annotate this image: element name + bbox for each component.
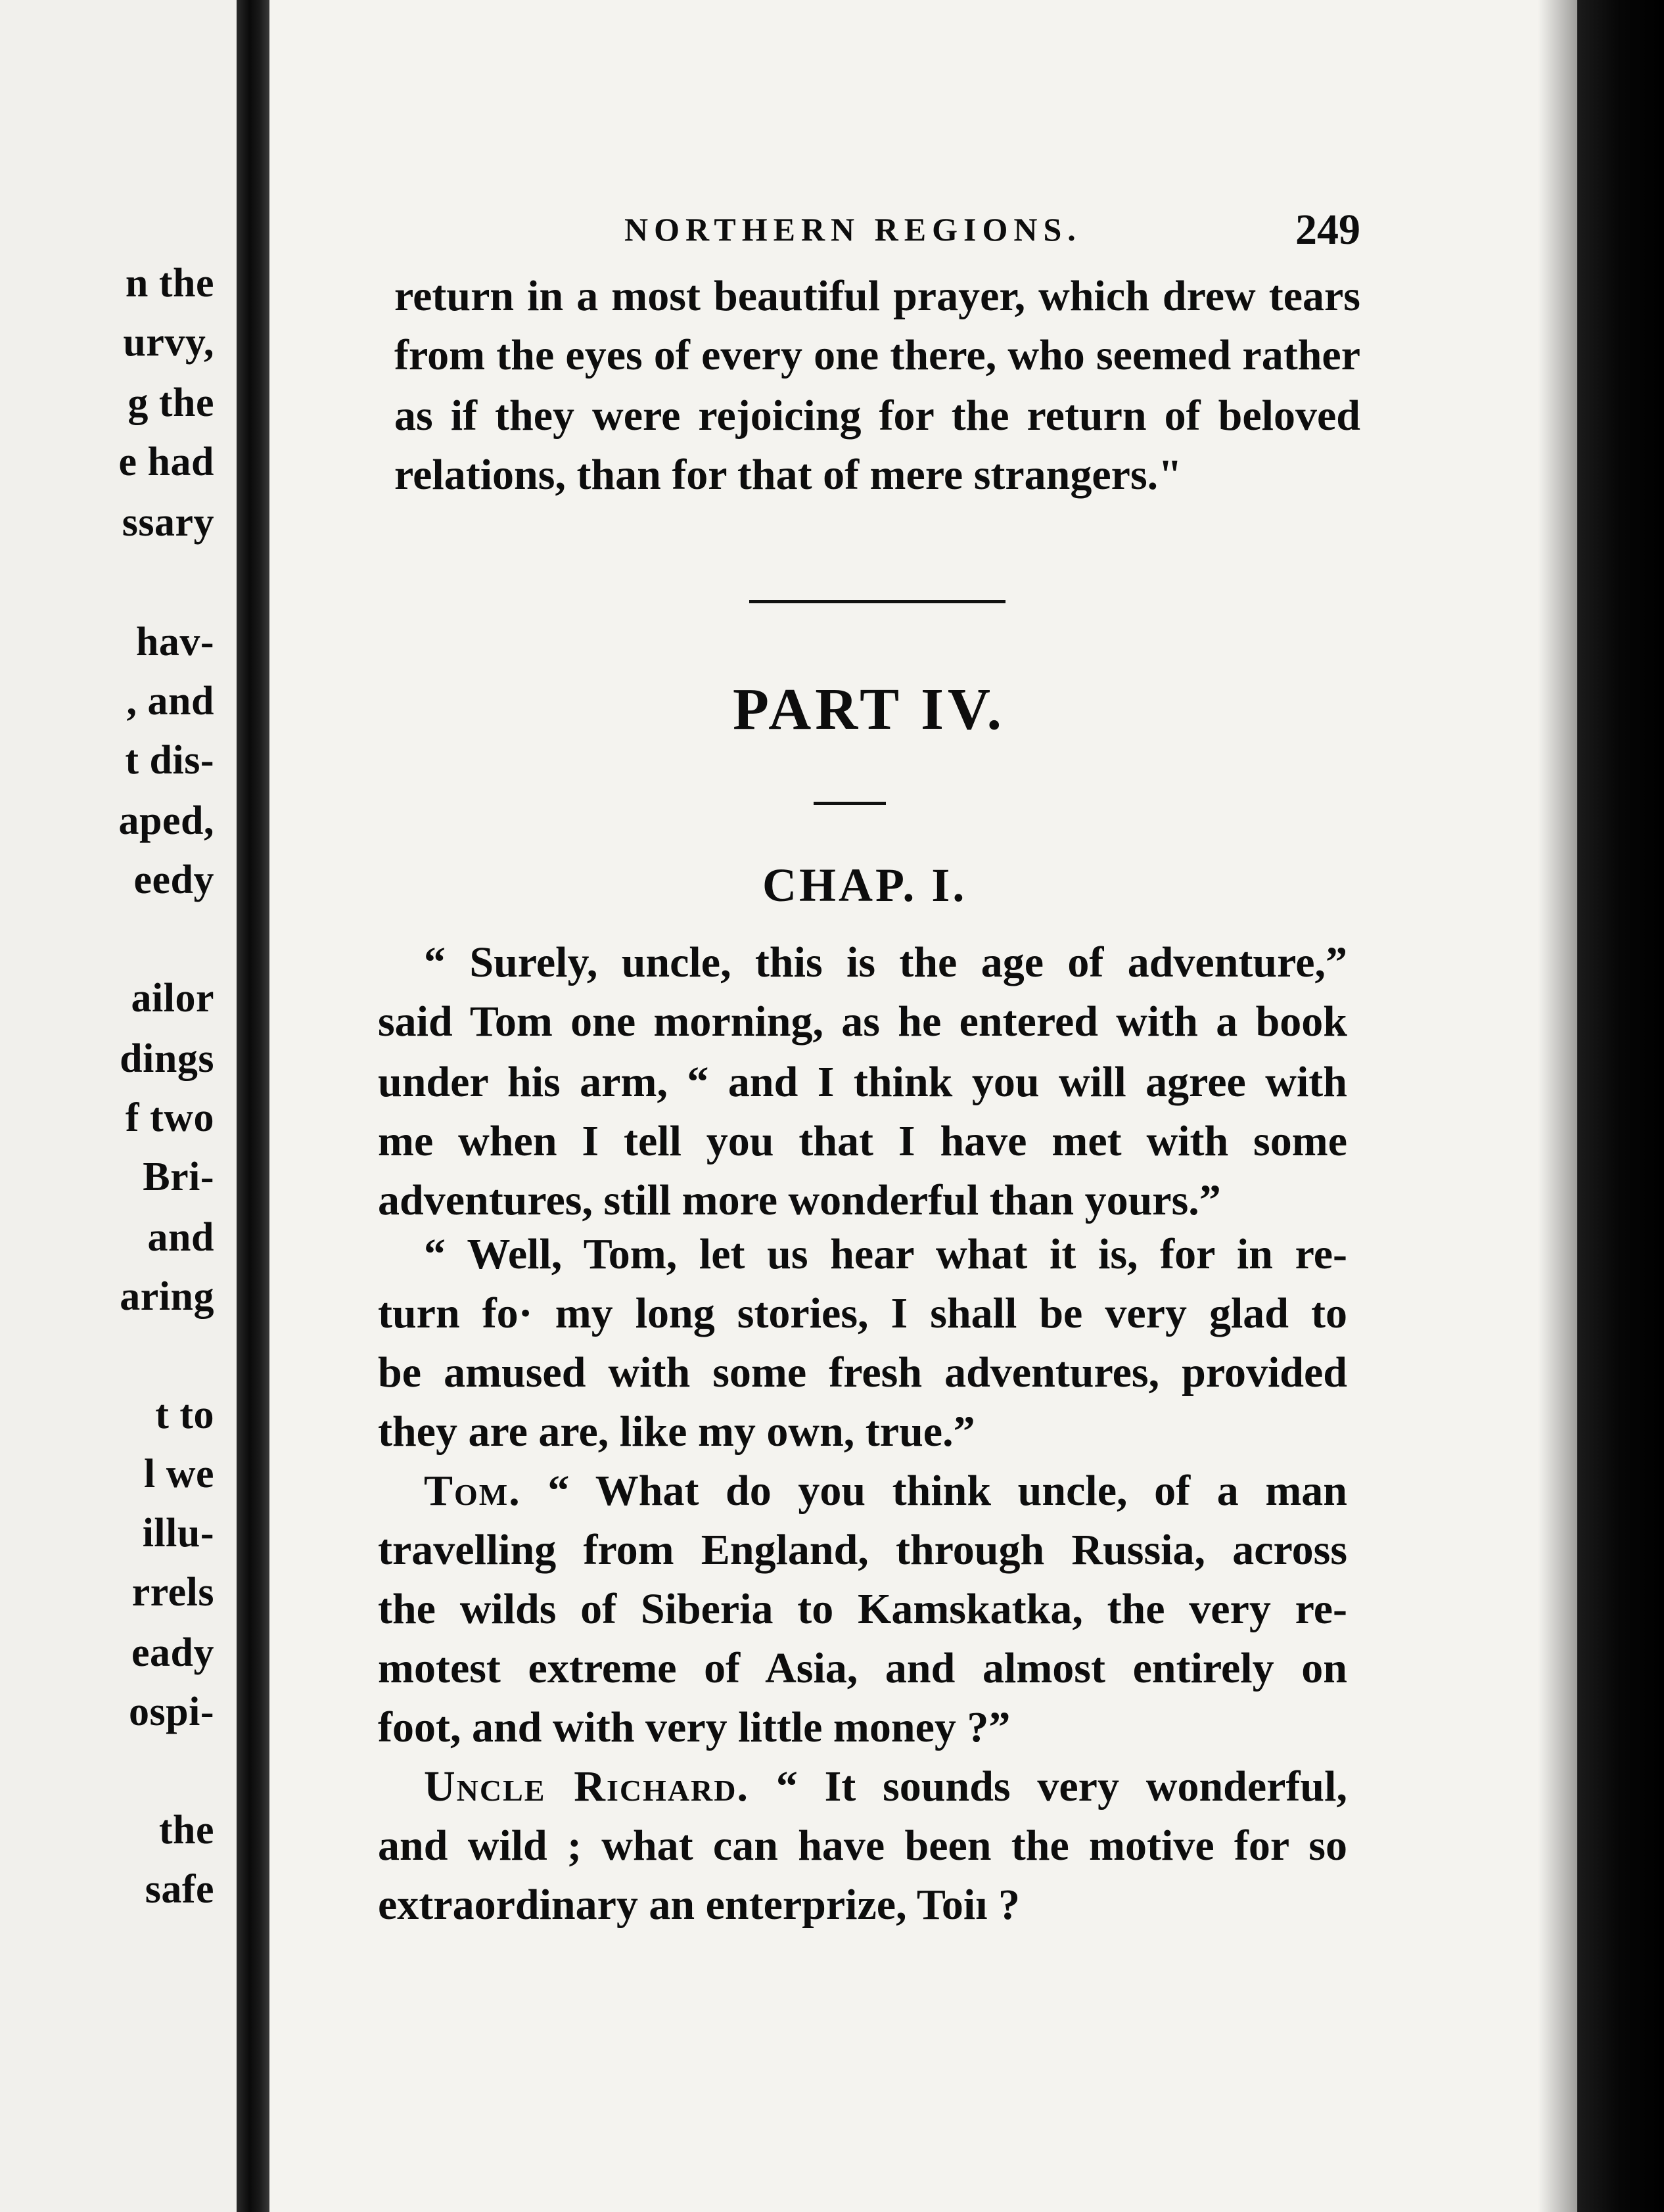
facing-page-text-fragment: the — [158, 1808, 214, 1853]
body-line-text: turn fo· my long stories, I shall be very glad to — [378, 1289, 1347, 1337]
facing-page-text-fragment: ssary — [122, 500, 214, 545]
running-head-title: NORTHERN REGIONS. — [624, 211, 1082, 248]
facing-page-text-fragment: aring — [120, 1274, 214, 1319]
body-line-text: adventures, still more wonderful than yours.” — [378, 1176, 1221, 1224]
facing-page-text-fragment: t to — [155, 1393, 214, 1437]
facing-page-text-fragment: hav- — [135, 620, 214, 664]
facing-page-text-fragment: urvy, — [123, 320, 214, 365]
facing-page-text-fragment: l we — [143, 1452, 214, 1496]
body-line — [378, 1644, 1347, 1692]
facing-page-text-fragment: ailor — [131, 976, 214, 1021]
body-line — [378, 1703, 1347, 1751]
body-line — [424, 1230, 1347, 1278]
facing-page-text-fragment: Bri- — [143, 1155, 214, 1199]
quote-line: relations, than for that of mere strangers." — [394, 451, 1182, 499]
facing-page-text-fragment: g the — [127, 380, 214, 425]
facing-page-text-fragment: and — [147, 1215, 214, 1260]
page-number: 249 — [1295, 206, 1360, 254]
body-line-text: “ Surely, uncle, this is the age of adventure,” — [424, 938, 1347, 986]
facing-page-text-fragment: e had — [118, 440, 214, 484]
facing-page-text-fragment: safe — [145, 1867, 214, 1912]
facing-page-text-fragment: eedy — [133, 858, 214, 902]
body-line — [378, 1585, 1347, 1633]
body-line-text: they are are, like my own, true.” — [378, 1408, 975, 1456]
body-line-text: “ What do you think uncle, of a man — [547, 1467, 1347, 1515]
body-line-text: and wild ; what can have been the motive for so — [378, 1822, 1347, 1870]
facing-page-text-fragment: f two — [125, 1095, 214, 1140]
body-line — [378, 1117, 1347, 1165]
speaker-name: Uncle Richard. — [424, 1763, 749, 1810]
body-line — [378, 1883, 1347, 1927]
body-line-text: motest extreme of Asia, and almost entirely on — [378, 1644, 1347, 1692]
facing-page-text-fragment: ospi- — [129, 1690, 214, 1734]
facing-page-text-fragment: aped, — [118, 798, 214, 843]
quote-line: from the eyes of every one there, who seemed rather — [394, 331, 1360, 379]
facing-page-text-fragment: n the — [125, 261, 214, 306]
body-line-text: foot, and with very little money ?” — [378, 1703, 1011, 1751]
running-head — [348, 205, 1360, 258]
chapter-title: CHAP. I. — [762, 859, 967, 911]
page-edge — [1577, 0, 1664, 2212]
part-title: PART IV. — [733, 677, 1005, 742]
body-line — [424, 1469, 1347, 1513]
quote-line: as if they were rejoicing for the return of beloved — [394, 392, 1360, 440]
speaker-name: Tom. — [424, 1467, 521, 1515]
facing-page-text-fragment: , and — [126, 679, 214, 724]
section-divider — [749, 600, 1005, 603]
body-line — [424, 1765, 1347, 1809]
facing-page-text-fragment: eady — [131, 1630, 214, 1675]
facing-page-fragment — [0, 0, 237, 2212]
body-line-text: extraordinary an enterprize, Toiı ? — [378, 1881, 1021, 1929]
quote-line: return in a most beautiful prayer, which drew tears — [394, 272, 1360, 320]
body-line-text: under his arm, “ and I think you will agree with — [378, 1058, 1347, 1106]
body-line — [378, 1526, 1347, 1574]
facing-page-text-fragment: t dis- — [125, 738, 214, 783]
body-line-text: “ Well, Tom, let us hear what it is, for in re- — [424, 1230, 1347, 1278]
body-line — [378, 1000, 1347, 1044]
body-line — [424, 938, 1347, 986]
body-line-text: “ It sounds very wonderful, — [775, 1763, 1347, 1810]
body-line-text: the wilds of Siberia to Kamskatka, the very re- — [378, 1585, 1347, 1633]
facing-page-text-fragment: illu- — [142, 1511, 214, 1555]
body-line — [378, 1058, 1347, 1106]
body-line — [378, 1410, 1347, 1454]
body-line-text: me when I tell you that I have met with some — [378, 1117, 1347, 1165]
facing-page-text-fragment: rrels — [131, 1570, 214, 1615]
body-line — [378, 1348, 1347, 1396]
body-line — [378, 1176, 1347, 1224]
body-line — [378, 1289, 1347, 1337]
part-underline — [814, 802, 886, 805]
body-line-text: be amused with some fresh adventures, provided — [378, 1348, 1347, 1396]
facing-page-text-fragment: dings — [120, 1036, 214, 1081]
body-line-text: travelling from England, through Russia, across — [378, 1526, 1347, 1574]
body-line-text: said Tom one morning, as he entered with a book — [378, 998, 1347, 1046]
body-line — [378, 1824, 1347, 1868]
book-gutter — [237, 0, 269, 2212]
